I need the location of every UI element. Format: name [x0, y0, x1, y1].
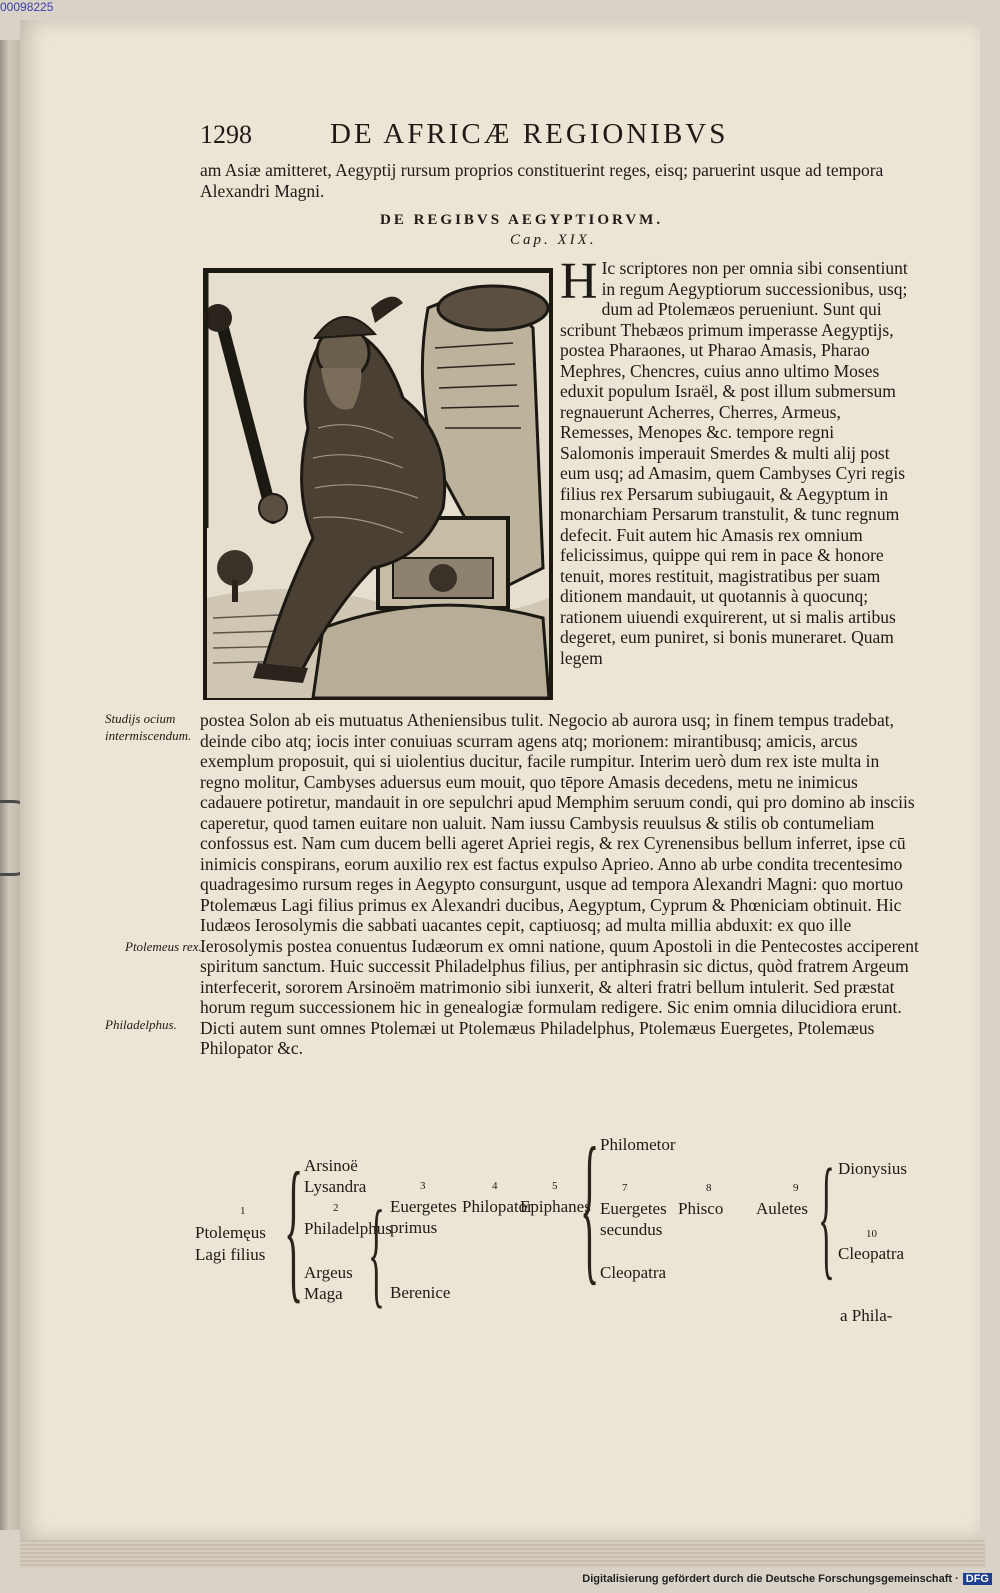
generation-number: 7: [622, 1182, 628, 1194]
book-fore-edge: [0, 40, 22, 1530]
page-stack-edge: [20, 1540, 985, 1568]
genealogy-entry: Philopator: [462, 1197, 533, 1216]
genealogy-entry: Philometor: [600, 1135, 676, 1154]
generation-number: 3: [420, 1180, 426, 1192]
catchword: a Phila-: [840, 1306, 893, 1325]
genealogy-entry: Philadelphus: [304, 1219, 392, 1238]
genealogy-brace: {: [284, 1139, 304, 1317]
generation-number: 1: [240, 1205, 246, 1217]
marginal-note: Ptolemeus rex.: [125, 939, 202, 954]
running-title: DE AFRICÆ REGIONIBVS: [330, 118, 729, 150]
funder-note: [582, 1573, 992, 1585]
column-text: [560, 253, 910, 668]
body-text: postea Solon ab eis mutuatus Atheniensibus tulit. Negocio ab aurora usq; in finem tempus tradebat, deinde cibo atq; iocis inter conuiuas scurram agens atq; morionem: mirantibusq; amicis, arcus exemplum proposuit, qui si uiolentius ducitur, facile rumpitur. Interim uerò dum rex iste multa in regno molitur, Cambyses aduersus eum mouit, quo tēpore Amasis decedens, metu ne inimicus cadauere potiretur, mandauit in ore sepulchri apud Memphim seruum condi, qui pro domino ab insciis caperetur, quod tamen euitare non ualuit. Nam iussu Cambysis reuulsus & stilis ob contumeliam confossus est. Nam cum ducem belli ageret Apriei regis, & rex Cyrenensibus bellum inferret, ipse cū inimicis conspirans, eorum auxilio rex est factus expulso Aprieo. Anno ab urbe condita trecentesimo quadragesimo rursum reges in Aegypto consurgunt, usque ad tempora Alexandri Magni: quo mortuo Ptolemæus Lagi filius primus ex Alexandri ducibus, Aegyptum, Cyprum & Phœniciam obtinuit. Hic Iudæos Ierosolymis die sabbati uacantes cepit, captiuosq; ad multa millia abduxit: ex quo ille Ierosolymis postea conuentus Iudæorum ex omni natione, quum Apostoli in die Pentecostes acciperent spiritum sanctum. Huic successit Philadelphus filius, per antiphrasin sic dictus, quòd fratrem Argeum interfecerit, sororem Arsinoëm matrimonio sibi iunxerit, & alteri fratri bellum intulerit. Sed præstat horum regum successionem hic in genealogiæ formulam redigere. Sic enim omnia dilucidiora erunt. Dicti autem sunt omnes Ptolemæi ut Ptolemæus Philadelphus, Ptolemæus Euergetes, Ptolemæus Philopator &c.: [200, 710, 919, 1058]
genealogy-entry: Cleopatra: [600, 1263, 667, 1282]
page-header: [200, 118, 920, 152]
genealogy-brace: {: [818, 1140, 835, 1292]
funder-text: Digitalisierung gefördert durch die Deutsche Forschungsgemeinschaft ·: [582, 1573, 959, 1585]
chapter-title: DE REGIBVS AEGYPTIORVM.: [380, 212, 664, 228]
genealogy-entry: Euergetes secundus: [600, 1199, 667, 1239]
shelfmark: 00098225: [0, 0, 54, 14]
genealogy-entry: Phisco: [678, 1199, 724, 1218]
generation-number: 10: [866, 1228, 877, 1240]
intro-text: am Asiæ amitteret, Aegyptij rursum proprios constituerint reges, eisq; paruerint usque ad tempora Alexandri Magni.: [200, 160, 884, 201]
genealogy-entry: Berenice: [390, 1283, 451, 1302]
marginal-note: Philadelphus.: [105, 1017, 177, 1032]
generation-number: 4: [492, 1180, 498, 1192]
genealogy-entry: Auletes: [756, 1199, 808, 1218]
woodcut-illustration: [203, 268, 553, 700]
genealogy-brace: {: [580, 1112, 600, 1300]
column-paragraph: Ic scriptores non per omnia sibi consentiunt in regum Aegyptiorum successionibus, usq; dum ad Ptolemæos perueniunt. Sunt qui scribunt Thebæos primum imperasse Aegyptijs, postea Pharaones, ut Pharao Amasis, Pharao Mephres, Chencres, cuius anno ultimo Moses eduxit populum Israël, & post illum submersum regnauerunt Acherres, Cherres, Armeus, Remesses, Menopes &c. tempore regni Salomonis imperauit Smerdes & multi alij post eum usq; ad Amasim, quem Cambyses Cyri regis filius rex Persarum subiugauit, & Aegyptum in monarchiam Persarum transtulit, & tunc regnum defecit. Fuit autem hic Amasis rex omnium felicissimus, quippe qui rem in pace & honore tenuit, mores restituit, magistratibus per suam ditionem mandauit, ut quotannis à quocunq; rationem uiuendi exquirerent, ut si malis artibus degeret, eum puniret, si bonis muneraret. Quam legem: [560, 258, 908, 668]
marginal-note: Studijs ocium intermiscendum.: [105, 711, 192, 743]
chapter-number: Cap. XIX.: [510, 232, 597, 248]
genealogy-entry: Argeus Maga: [304, 1263, 353, 1303]
genealogy-entry: Epiphanes: [520, 1197, 591, 1216]
genealogy-entry: Cleopatra: [838, 1244, 905, 1263]
generation-number: 9: [793, 1182, 799, 1194]
generation-number: 2: [333, 1202, 339, 1214]
generation-number: 8: [706, 1182, 712, 1194]
genealogy-entry: Euergetes primus: [390, 1197, 457, 1237]
dropcap-initial: H: [560, 253, 598, 310]
dfg-logo: DFG: [963, 1573, 992, 1585]
genealogy-brace: {: [368, 1185, 385, 1319]
genealogy-entry: Ptolemęus Lagi filius: [195, 1223, 266, 1264]
folio-number: 1298: [200, 120, 252, 149]
generation-number: 5: [552, 1180, 558, 1192]
genealogy-entry: Dionysius: [838, 1159, 907, 1178]
genealogy-entry: Arsinoë Lysandra: [304, 1156, 367, 1196]
